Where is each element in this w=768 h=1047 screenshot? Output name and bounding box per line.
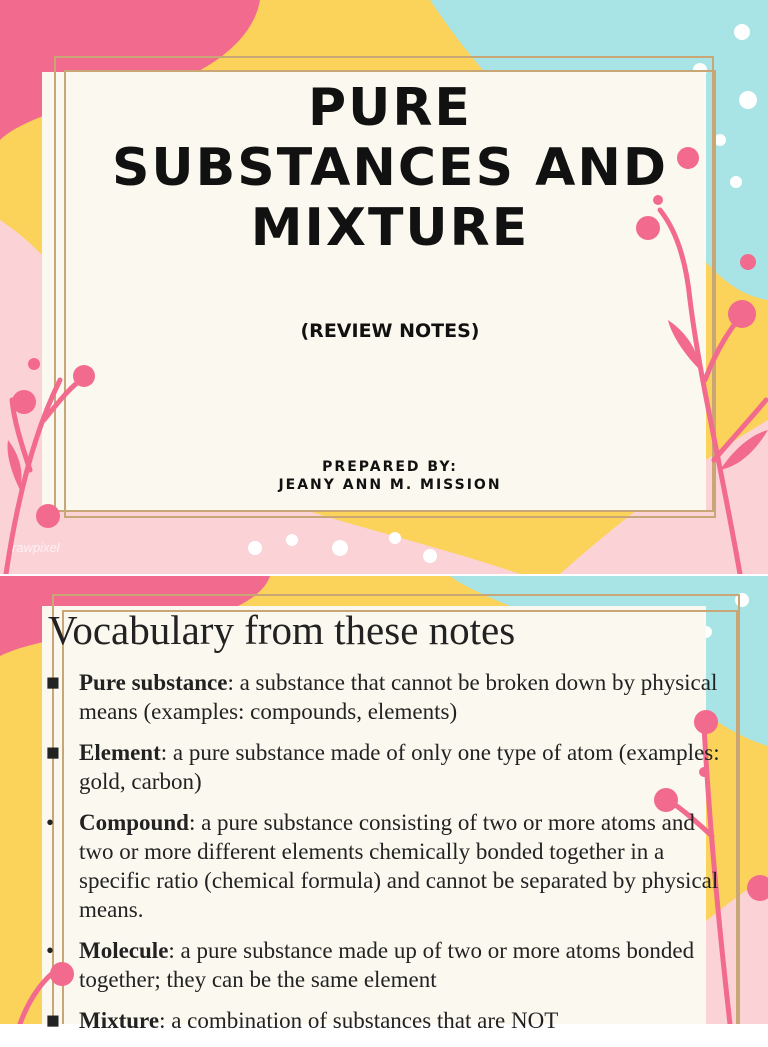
list-item <box>44 936 724 994</box>
title-line-1: PURE <box>308 78 472 138</box>
term: Compound <box>79 810 189 835</box>
term: Pure substance <box>79 670 228 695</box>
slide-title <box>60 78 720 258</box>
vocabulary-heading: Vocabulary from these notes <box>48 607 516 653</box>
watermark: rawpixel <box>12 540 60 555</box>
prepared-by-block <box>60 458 720 494</box>
prepared-by-label: PREPARED BY: <box>322 459 458 475</box>
bullet-icon: • <box>46 938 55 963</box>
author-name: JEANY ANN M. MISSION <box>278 477 502 493</box>
term: Molecule <box>79 938 169 963</box>
bullet-icon: ■ <box>46 740 60 765</box>
definition: : a combination of substances that are NOT <box>159 1008 559 1033</box>
list-item <box>44 1006 724 1035</box>
list-item <box>44 668 724 726</box>
title-line-3: MIXTURE <box>250 198 530 258</box>
bullet-icon: • <box>46 810 55 835</box>
definition: : a pure substance consisting of two or more atoms and two or more different elements chemically bonded together in a specific ratio (chemical formula) and cannot be separated by physical means. <box>79 810 719 922</box>
list-item <box>44 738 724 796</box>
bullet-icon: ■ <box>46 670 60 695</box>
definition: : a pure substance made of only one type of atom (examples: gold, carbon) <box>79 740 720 794</box>
definition: : a substance that cannot be broken down by physical means (examples: compounds, elements) <box>79 670 718 724</box>
slide-subtitle: (REVIEW NOTES) <box>300 320 480 342</box>
definition: : a pure substance made up of two or more atoms bonded together; they can be the same element <box>79 938 695 992</box>
title-line-2: SUBSTANCES AND <box>111 138 669 198</box>
vocabulary-list <box>44 668 724 1047</box>
term: Element <box>79 740 161 765</box>
term: Mixture <box>79 1008 160 1033</box>
list-item <box>44 808 724 924</box>
bullet-icon: ■ <box>46 1008 60 1033</box>
